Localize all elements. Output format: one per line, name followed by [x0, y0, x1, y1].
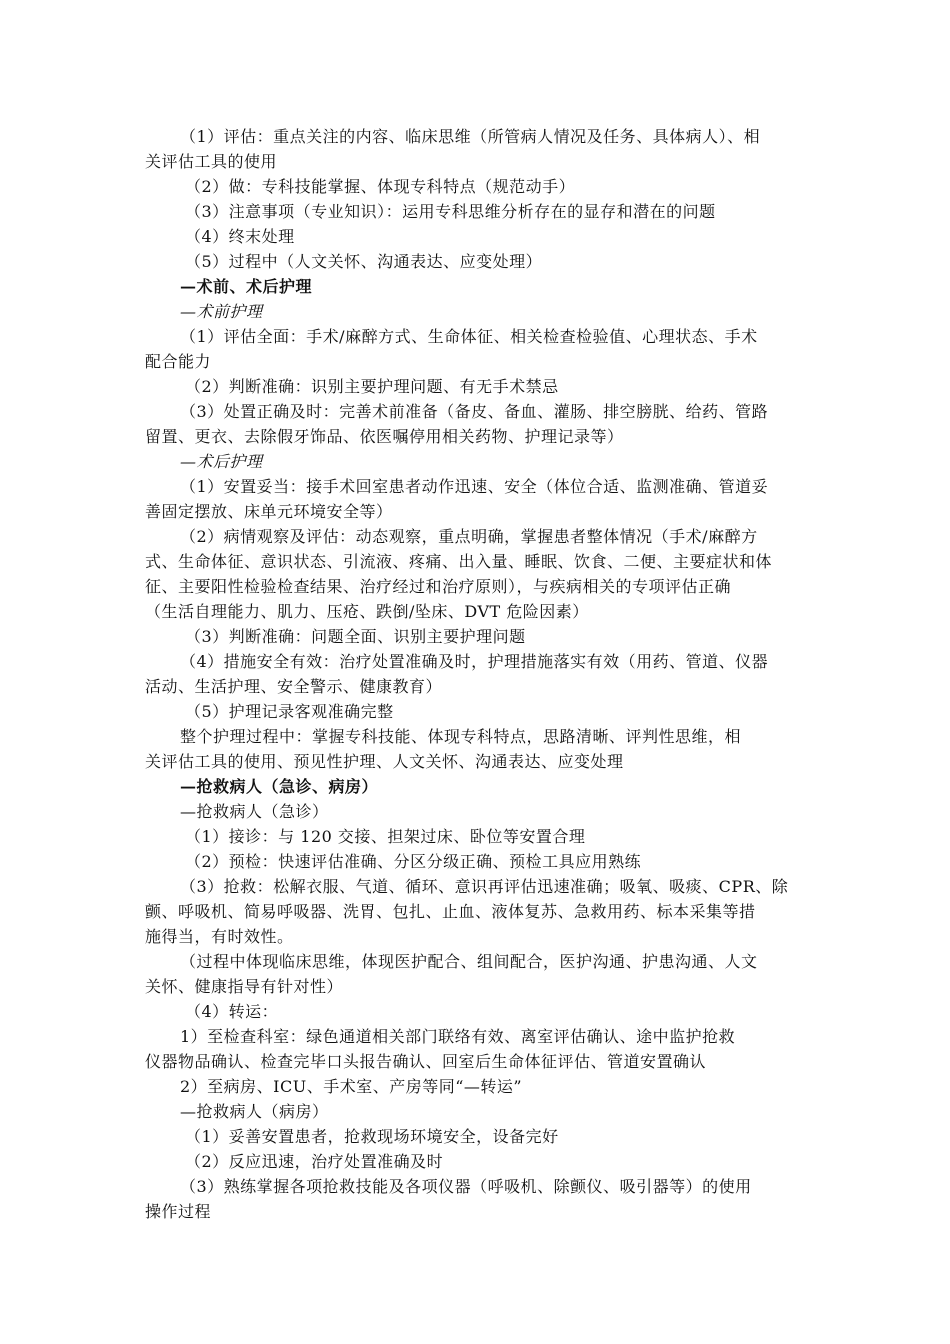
text-line: 式、生命体征、意识状态、引流液、疼痛、出入量、睡眠、饮食、二便、主要症状和体 [145, 552, 773, 571]
text-line: （2）判断准确：识别主要护理问题、有无手术禁忌 [185, 377, 559, 396]
text-line: 活动、生活护理、安全警示、健康教育） [145, 677, 443, 696]
text-line: 1）至检查科室：绿色通道相关部门联络有效、离室评估确认、途中监护抢救 [180, 1027, 736, 1046]
text-line: （5）护理记录客观准确完整 [185, 702, 394, 721]
text-line: （1）妥善安置患者，抢救现场环境安全，设备完好 [185, 1127, 559, 1146]
text-line: 留置、更衣、去除假牙饰品、依医嘱停用相关药物、护理记录等） [145, 427, 624, 446]
text-line: （3）处置正确及时：完善术前准备（备皮、备血、灌肠、排空膀胱、给药、管路 [180, 402, 769, 421]
text-line: （过程中体现临床思维，体现医护配合、组间配合，医护沟通、护患沟通、人文 [180, 952, 758, 971]
text-line: （4）终末处理 [185, 227, 295, 246]
subsection-heading: —术后护理 [180, 452, 263, 471]
subsection-heading: —抢救病人（病房） [180, 1102, 329, 1121]
text-line: 配合能力 [145, 352, 212, 371]
text-line: （3）判断准确：问题全面、识别主要护理问题 [185, 627, 526, 646]
text-line: 操作过程 [145, 1202, 212, 1221]
text-line: 关评估工具的使用 [145, 152, 278, 171]
text-line: 征、主要阳性检验检查结果、治疗经过和治疗原则），与疾病相关的专项评估正确 [145, 577, 732, 596]
text-line: （2）做：专科技能掌握、体现专科特点（规范动手） [185, 177, 576, 196]
text-line: （1）安置妥当：接手术回室患者动作迅速、安全（体位合适、监测准确、管道妥 [180, 477, 769, 496]
text-line: （生活自理能力、肌力、压疮、跌倒/坠床、DVT 危险因素） [145, 602, 589, 621]
text-line: （1）评估全面：手术/麻醉方式、生命体征、相关检查检验值、心理状态、手术 [180, 327, 758, 346]
subsection-heading: —术前护理 [180, 302, 263, 321]
text-line: （3）注意事项（专业知识）：运用专科思维分析存在的显存和潜在的问题 [185, 202, 716, 221]
text-line: （2）预检：快速评估准确、分区分级正确、预检工具应用熟练 [185, 852, 642, 871]
text-line: 关评估工具的使用、预见性护理、人文关怀、沟通表达、应变处理 [145, 752, 624, 771]
text-line: （4）转运： [185, 1002, 279, 1021]
text-line: 颤、呼吸机、简易呼吸器、洗胃、包扎、止血、液体复苏、急救用药、标本采集等措 [145, 902, 756, 921]
text-line: （2）病情观察及评估：动态观察，重点明确，掌握患者整体情况（手术/麻醉方 [180, 527, 758, 546]
text-line: 2）至病房、ICU、手术室、产房等同“—转运” [180, 1077, 523, 1096]
text-line: （3）熟练掌握各项抢救技能及各项仪器（呼吸机、除颤仪、吸引器等）的使用 [180, 1177, 752, 1196]
text-line: 施得当，有时效性。 [145, 927, 294, 946]
text-line: （4）措施安全有效：治疗处置准确及时，护理措施落实有效（用药、管道、仪器 [180, 652, 769, 671]
text-line: 善固定摆放、床单元环境安全等） [145, 502, 393, 521]
text-line: 仪器物品确认、检查完毕口头报告确认、回室后生命体征评估、管道安置确认 [145, 1052, 707, 1071]
section-heading: —术前、术后护理 [180, 277, 313, 296]
text-line: 关怀、健康指导有针对性） [145, 977, 344, 996]
section-heading: —抢救病人（急诊、病房） [180, 777, 379, 796]
text-line: （1）评估：重点关注的内容、临床思维（所管病人情况及任务、具体病人）、相 [180, 127, 761, 146]
text-line: （3）抢救：松解衣服、气道、循环、意识再评估迅速准确；吸氧、吸痰、CPR、除 [180, 877, 789, 896]
subsection-heading: —抢救病人（急诊） [180, 802, 329, 821]
text-line: （1）接诊：与 120 交接、担架过床、卧位等安置合理 [185, 827, 586, 846]
text-line: （2）反应迅速，治疗处置准确及时 [185, 1152, 444, 1171]
text-line: 整个护理过程中：掌握专科技能、体现专科特点，思路清晰、评判性思维，相 [180, 727, 742, 746]
text-line: （5）过程中（人文关怀、沟通表达、应变处理） [185, 252, 543, 271]
